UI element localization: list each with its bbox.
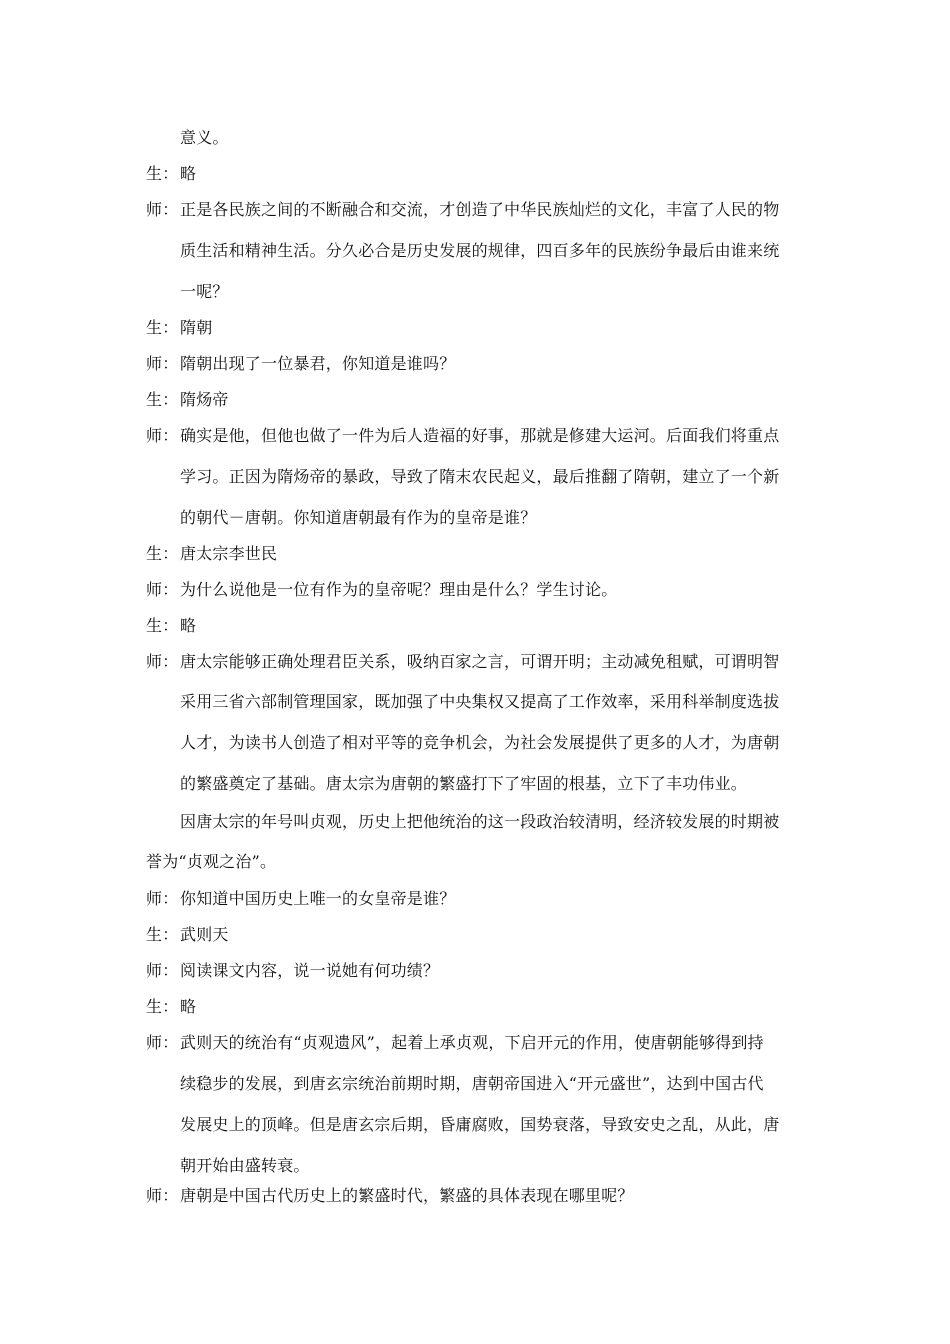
dialogue-line — [146, 961, 439, 981]
paragraph-line — [180, 812, 779, 832]
dialogue-line — [146, 580, 617, 600]
line-text: 因唐太宗的年号叫贞观，历史上把他统治的这一段政治较清明，经济较发展的时期被 — [180, 812, 780, 831]
line-text: 确实是他，但他也做了一件为后人造福的好事，那就是修建大运河。后面我们将重点 — [180, 426, 780, 445]
line-text: 正是各民族之间的不断融合和交流，才创造了中华民族灿烂的文化，丰富了人民的物 — [180, 200, 780, 219]
speaker-label: 师： — [146, 652, 179, 671]
line-text: 略 — [180, 616, 197, 635]
speaker-label: 生： — [146, 164, 179, 183]
speaker-label: 生： — [146, 997, 179, 1016]
line-text: 学习。正因为隋炀帝的暴政，导致了隋末农民起义，最后推翻了隋朝，建立了一个新 — [180, 467, 780, 486]
line-text: 武则天的统治有“贞观遗风”，起着上承贞观，下启开元的作用，使唐朝能够得到持 — [180, 1033, 764, 1052]
speaker-label: 师： — [146, 1033, 179, 1052]
line-text: 武则天 — [180, 925, 229, 944]
dialogue-line — [146, 616, 196, 636]
continuation-line — [180, 508, 536, 528]
continuation-line — [180, 1074, 764, 1094]
speaker-label: 师： — [146, 580, 179, 599]
line-text: 略 — [180, 164, 197, 183]
line-text: 采用三省六部制管理国家，既加强了中央集权又提高了工作效率，采用科举制度选拔 — [180, 692, 780, 711]
line-text: 唐太宗能够正确处理君臣关系，吸纳百家之言，可谓开明；主动减免租赋，可谓明智 — [180, 652, 780, 671]
speaker-label: 生： — [146, 925, 179, 944]
line-text: 续稳步的发展，到唐玄宗统治前期时期，唐朝帝国进入“开元盛世”，达到中国古代 — [180, 1074, 764, 1093]
continuation-line — [180, 692, 779, 712]
continuation-line — [180, 1156, 310, 1176]
text-line — [180, 128, 229, 148]
dialogue-line — [146, 390, 229, 410]
dialogue-line — [146, 1033, 764, 1053]
continuation-line — [180, 733, 779, 753]
line-text: 你知道中国历史上唯一的女皇帝是谁？ — [180, 889, 456, 908]
line-text: 意义。 — [180, 128, 229, 147]
line-text: 的朝代－唐朝。你知道唐朝最有作为的皇帝是谁？ — [180, 508, 537, 527]
line-text: 唐太宗李世民 — [180, 544, 278, 563]
dialogue-line — [146, 544, 277, 564]
speaker-label: 师： — [146, 354, 179, 373]
line-text: 的繁盛奠定了基础。唐太宗为唐朝的繁盛打下了牢固的根基，立下了丰功伟业。 — [180, 774, 748, 793]
speaker-label: 生： — [146, 318, 179, 337]
dialogue-line — [146, 164, 196, 184]
speaker-label: 师： — [146, 961, 179, 980]
line-text: 为什么说他是一位有作为的皇帝呢？理由是什么？学生讨论。 — [180, 580, 618, 599]
dialogue-line — [146, 652, 779, 672]
continuation-line — [180, 467, 779, 487]
dialogue-line — [146, 200, 779, 220]
speaker-label: 生： — [146, 390, 179, 409]
speaker-label: 师： — [146, 200, 179, 219]
line-text: 人才，为读书人创造了相对平等的竞争机会，为社会发展提供了更多的人才，为唐朝 — [180, 733, 780, 752]
speaker-label: 生： — [146, 544, 179, 563]
line-text: 隋炀帝 — [180, 390, 229, 409]
speaker-label: 生： — [146, 616, 179, 635]
speaker-label: 师： — [146, 1186, 179, 1205]
dialogue-line — [146, 1186, 634, 1206]
continuation-line — [180, 774, 747, 794]
line-text: 隋朝 — [180, 318, 213, 337]
dialogue-line — [146, 889, 455, 909]
speaker-label: 师： — [146, 426, 179, 445]
line-text: 阅读课文内容，说一说她有何功绩？ — [180, 961, 440, 980]
line-text: 质生活和精神生活。分久必合是历史发展的规律，四百多年的民族纷争最后由谁来统 — [180, 241, 780, 260]
paragraph-line — [146, 852, 276, 872]
dialogue-line — [146, 997, 196, 1017]
speaker-label: 师： — [146, 889, 179, 908]
dialogue-line — [146, 925, 229, 945]
line-text: 一呢？ — [180, 282, 229, 301]
continuation-line — [180, 1115, 779, 1135]
line-text: 唐朝是中国古代历史上的繁盛时代，繁盛的具体表现在哪里呢？ — [180, 1186, 634, 1205]
dialogue-line — [146, 318, 212, 338]
line-text: 隋朝出现了一位暴君，你知道是谁吗？ — [180, 354, 456, 373]
dialogue-line — [146, 426, 779, 446]
line-text: 誉为“贞观之治”。 — [146, 852, 277, 871]
continuation-line — [180, 241, 779, 261]
continuation-line — [180, 282, 229, 302]
line-text: 朝开始由盛转衰。 — [180, 1156, 310, 1175]
dialogue-line — [146, 354, 455, 374]
line-text: 发展史上的顶峰。但是唐玄宗后期，昏庸腐败，国势衰落，导致安史之乱，从此，唐 — [180, 1115, 780, 1134]
line-text: 略 — [180, 997, 197, 1016]
